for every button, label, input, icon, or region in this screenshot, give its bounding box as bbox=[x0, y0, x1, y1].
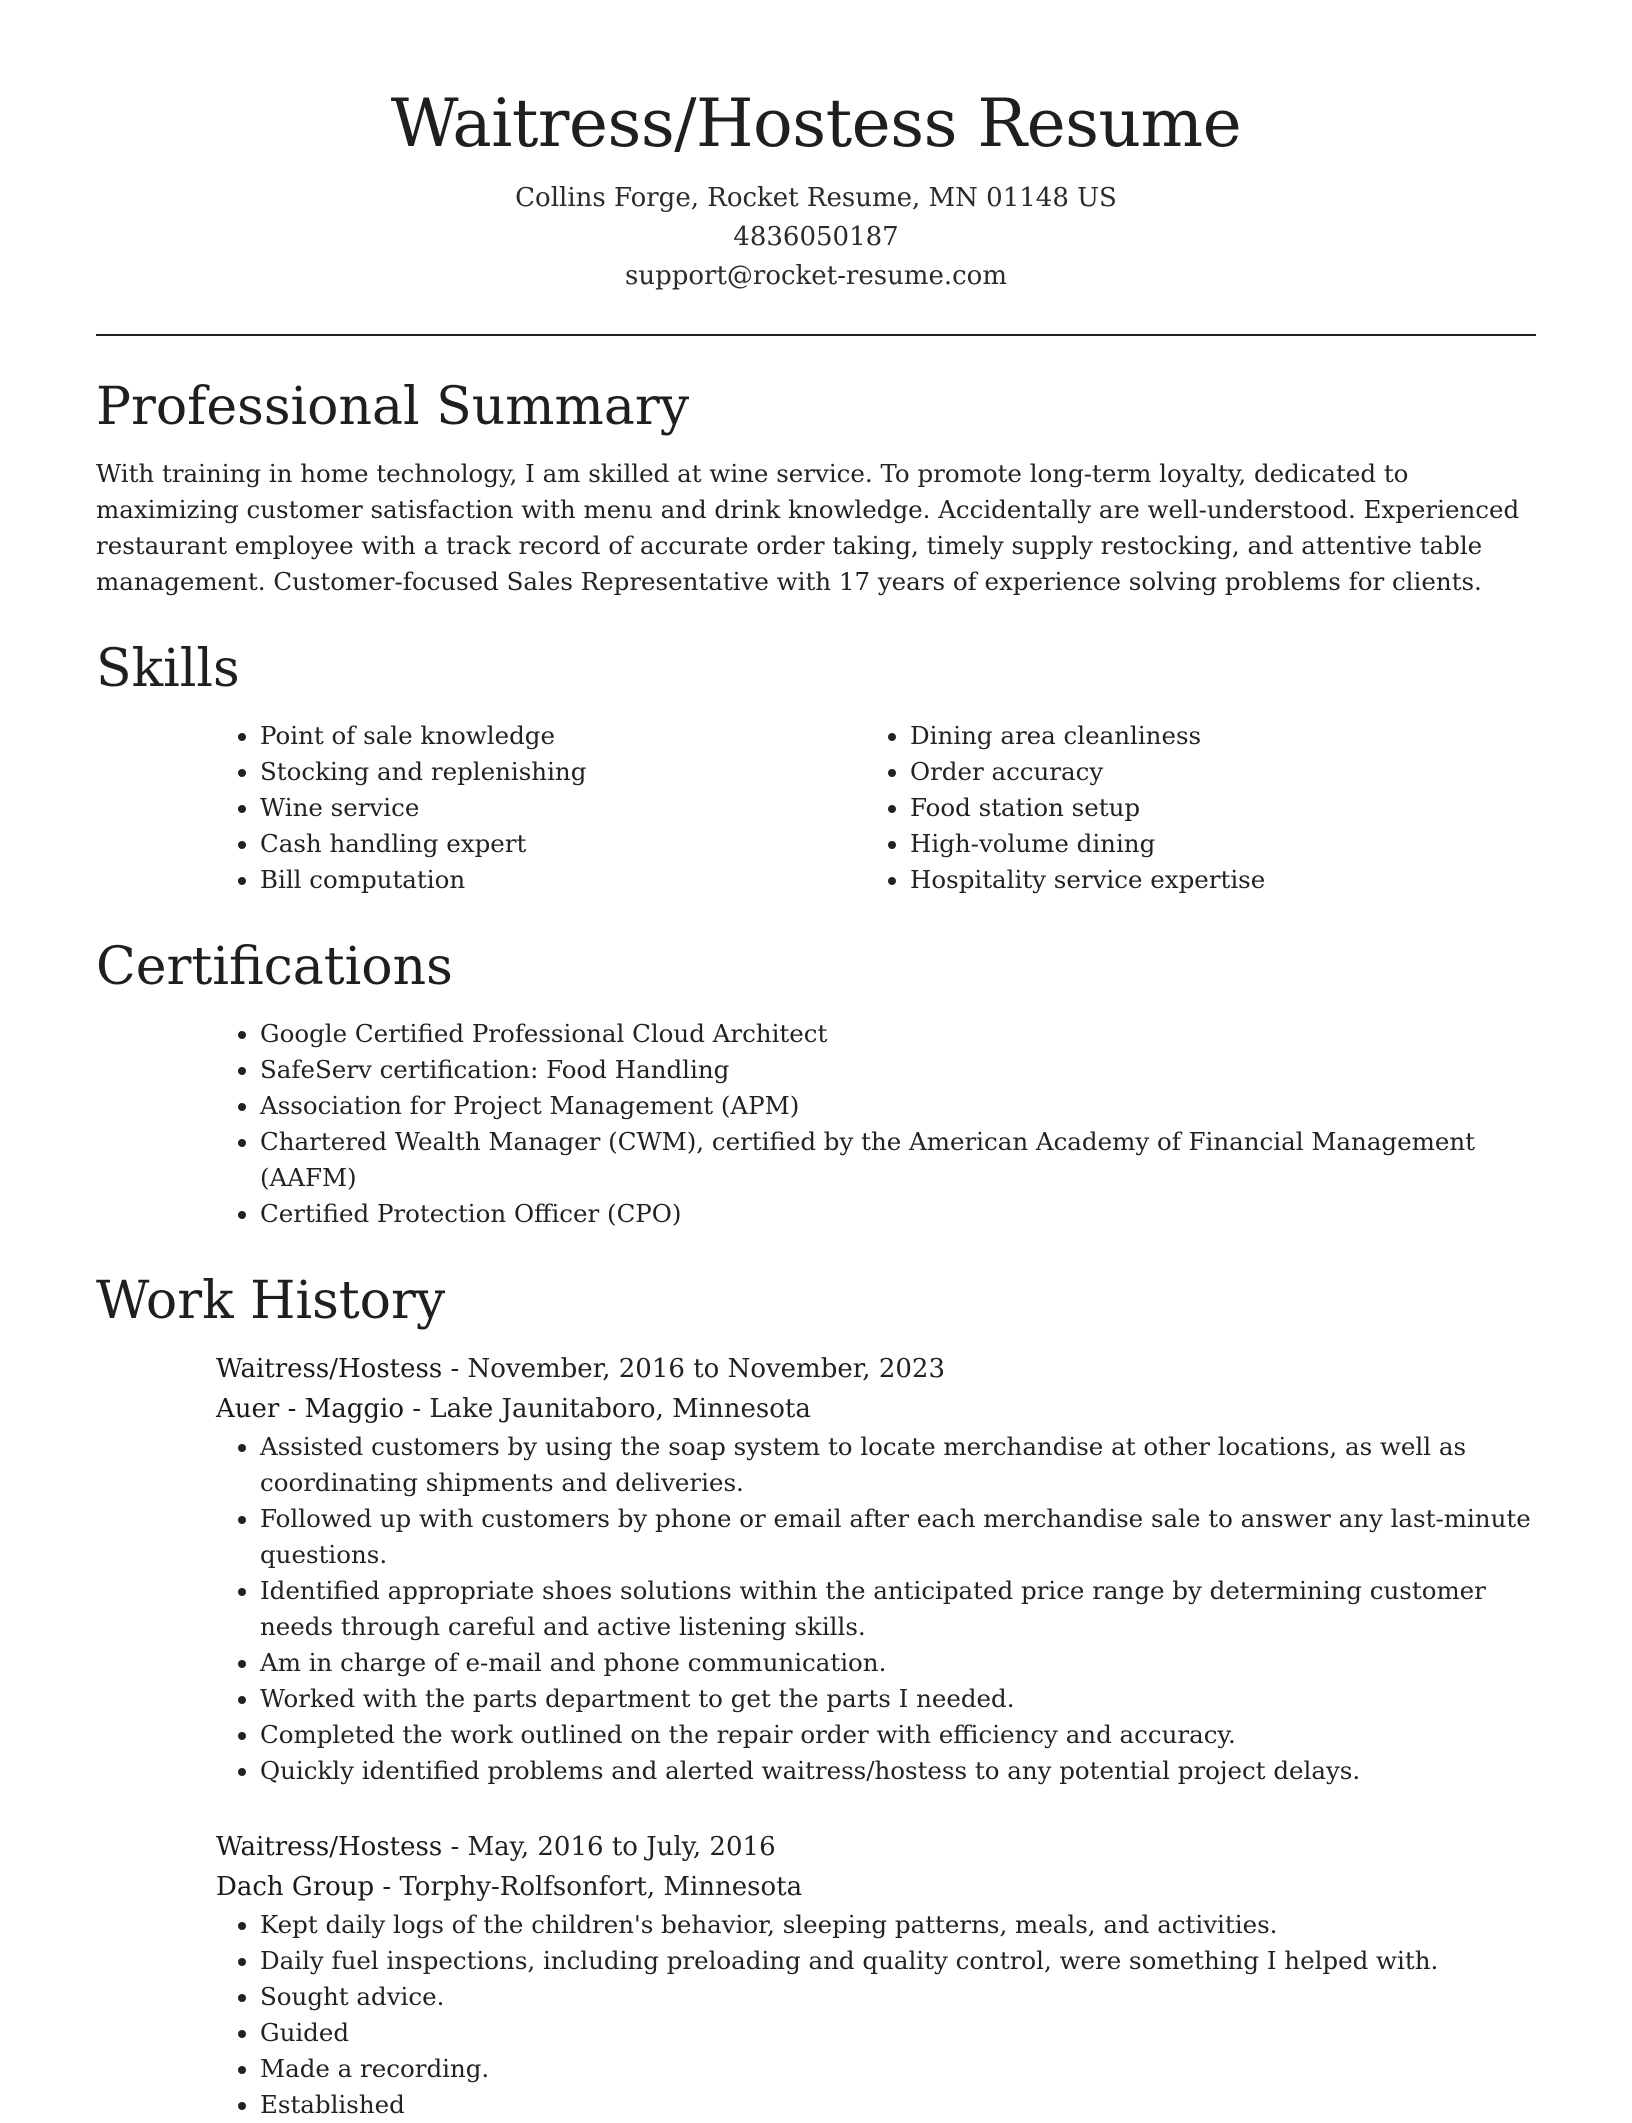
skill-item: • Stocking and replenishing bbox=[260, 754, 866, 790]
job-company-line bbox=[216, 1867, 1536, 1907]
job-duty-item: • Am in charge of e-mail and phone communication. bbox=[260, 1645, 1536, 1681]
job-dates: - November, 2016 to November, 2023 bbox=[442, 1354, 945, 1385]
header-divider bbox=[96, 334, 1536, 336]
job-title-line bbox=[216, 1349, 1536, 1389]
certifications-heading: Certifications bbox=[96, 936, 453, 997]
summary-text: With training in home technology, I am skilled at wine service. To promote long-term loyalty, dedicated to maximizing customer satisfaction with menu and drink knowledge. Accidentally are well-understood. Experienced restaurant employee with a track record of accurate order taking, timely supply restocking, and attentive table management. Customer-focused Sales Representative with 17 years of experience solving problems for clients. bbox=[96, 458, 1520, 596]
job-location: - Lake Jaunitaboro, Minnesota bbox=[404, 1394, 811, 1425]
work-history-section bbox=[96, 1272, 1536, 2123]
work-history-heading: Work History bbox=[96, 1270, 446, 1331]
job-duty-item: • Worked with the parts department to get the parts I needed. bbox=[260, 1681, 1536, 1717]
job-duty-item: • Followed up with customers by phone or email after each merchandise sale to answer any last-minute questions. bbox=[260, 1501, 1536, 1573]
job-duty-item: • Assisted customers by using the soap system to locate merchandise at other locations, as well as coordinating shipments and deliveries. bbox=[260, 1429, 1536, 1501]
certifications-list bbox=[216, 1016, 1536, 1232]
contact-address: Collins Forge, Rocket Resume, MN 01148 US bbox=[515, 183, 1117, 214]
skill-item: • Dining area cleanliness bbox=[910, 718, 1516, 754]
contact-email: support@rocket-resume.com bbox=[624, 261, 1007, 292]
skills-heading: Skills bbox=[96, 638, 240, 699]
job-company: Dach Group bbox=[216, 1872, 375, 1903]
certification-item: • Chartered Wealth Manager (CWM), certified by the American Academy of Financial Management (AAFM) bbox=[260, 1124, 1536, 1196]
job-title: Waitress/Hostess bbox=[216, 1832, 443, 1863]
skills-column-right bbox=[866, 718, 1516, 898]
certifications-section bbox=[96, 938, 1536, 1232]
skill-item: • Wine service bbox=[260, 790, 866, 826]
job-company: Auer - Maggio bbox=[216, 1394, 405, 1425]
certification-item: • Google Certified Professional Cloud Architect bbox=[260, 1016, 1536, 1052]
skills-section bbox=[96, 640, 1536, 898]
skill-item: • Order accuracy bbox=[910, 754, 1516, 790]
job-title-line bbox=[216, 1827, 1536, 1867]
job-title: Waitress/Hostess bbox=[216, 1354, 443, 1385]
resume-header bbox=[96, 0, 1536, 296]
job-duty-item: • Established bbox=[260, 2087, 1536, 2123]
certification-item: • SafeServ certification: Food Handling bbox=[260, 1052, 1536, 1088]
job-duty-item: • Identified appropriate shoes solutions within the anticipated price range by determining customer needs through careful and active listening skills. bbox=[260, 1573, 1536, 1645]
job-duty-item: • Daily fuel inspections, including preloading and quality control, were something I helped with. bbox=[260, 1943, 1536, 1979]
job-dates: - May, 2016 to July, 2016 bbox=[442, 1832, 776, 1863]
job-duties-list bbox=[216, 1907, 1536, 2123]
skill-item: • Cash handling expert bbox=[260, 826, 866, 862]
skill-item: • Food station setup bbox=[910, 790, 1516, 826]
certification-item: • Association for Project Management (APM) bbox=[260, 1088, 1536, 1124]
resume-title: Waitress/Hostess Resume bbox=[390, 85, 1242, 162]
skill-item: • High-volume dining bbox=[910, 826, 1516, 862]
job-entry bbox=[216, 1827, 1536, 2123]
summary-section bbox=[96, 378, 1536, 600]
job-duty-item: • Completed the work outlined on the repair order with efficiency and accuracy. bbox=[260, 1717, 1536, 1753]
skills-column-left bbox=[216, 718, 866, 898]
skills-list-right bbox=[866, 718, 1516, 898]
job-company-line bbox=[216, 1389, 1536, 1429]
skill-item: • Hospitality service expertise bbox=[910, 862, 1516, 898]
job-entry bbox=[216, 1349, 1536, 1789]
job-duty-item: • Guided bbox=[260, 2015, 1536, 2051]
skill-item: • Point of sale knowledge bbox=[260, 718, 866, 754]
job-duty-item: • Quickly identified problems and alerted waitress/hostess to any potential project delays. bbox=[260, 1753, 1536, 1789]
job-duties-list bbox=[216, 1429, 1536, 1789]
job-location: - Torphy-Rolfsonfort, Minnesota bbox=[374, 1872, 803, 1903]
certifications-body bbox=[216, 1016, 1536, 1232]
summary-heading: Professional Summary bbox=[96, 377, 690, 438]
skill-item: • Bill computation bbox=[260, 862, 866, 898]
certification-item: • Certified Protection Officer (CPO) bbox=[260, 1196, 1536, 1232]
job-duty-item: • Made a recording. bbox=[260, 2051, 1536, 2087]
job-duty-item: • Kept daily logs of the children's behavior, sleeping patterns, meals, and activities. bbox=[260, 1907, 1536, 1943]
skills-grid bbox=[216, 718, 1536, 898]
skills-list-left bbox=[216, 718, 866, 898]
contact-phone: 4836050187 bbox=[733, 222, 899, 253]
job-duty-item: • Sought advice. bbox=[260, 1979, 1536, 2015]
